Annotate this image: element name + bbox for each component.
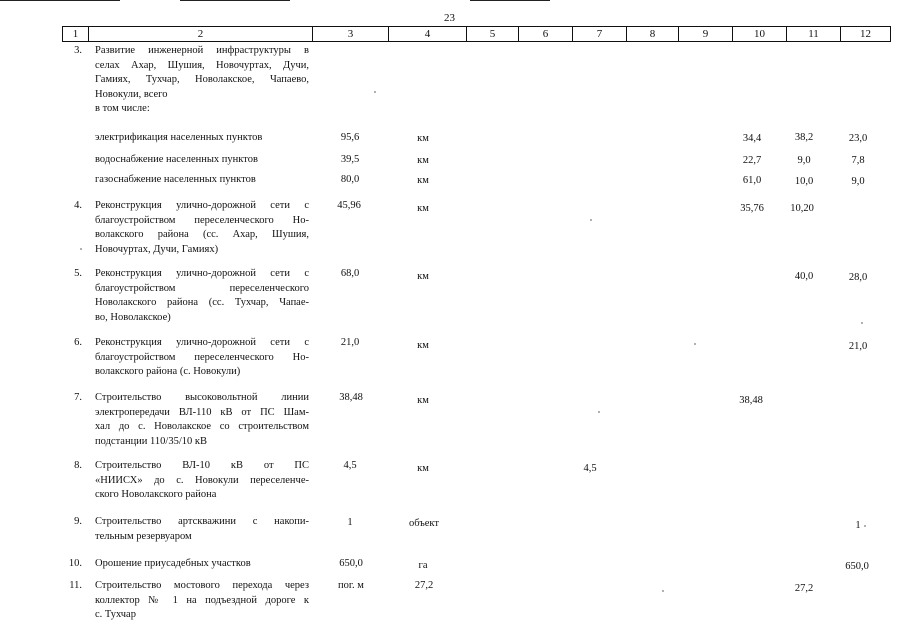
col-header-9: 9 bbox=[679, 27, 733, 42]
col-header-10: 10 bbox=[733, 27, 787, 42]
row-8-col7: 4,5 bbox=[583, 463, 597, 474]
col-header-12: 12 bbox=[841, 27, 891, 42]
row-9-line-2: тельным резервуаром bbox=[95, 530, 192, 542]
row-4-number: 4. bbox=[74, 200, 82, 211]
row-3-sub-3-col12: 9,0 bbox=[851, 176, 865, 187]
row-11-line-1: Строительство мостового перехода через bbox=[95, 580, 309, 591]
row-6-line-3: волакского района (с. Новокули) bbox=[95, 366, 241, 378]
row-10-col4: га bbox=[418, 560, 428, 571]
row-8-col4: км bbox=[417, 463, 429, 474]
col-header-7: 7 bbox=[573, 27, 627, 42]
row-5-number: 5. bbox=[74, 268, 82, 279]
col-header-4: 4 bbox=[389, 27, 467, 42]
scan-speck bbox=[864, 525, 866, 527]
row-3-sub-3-col10: 61,0 bbox=[742, 175, 762, 186]
row-3-line-2: селах Ахар, Шушия, Новочуртах, Дучи, bbox=[95, 59, 309, 71]
row-5-line-4: во, Новолакское) bbox=[95, 311, 171, 323]
row-5-col12: 28,0 bbox=[848, 272, 868, 283]
row-5-col11: 40,0 bbox=[794, 271, 814, 282]
row-11-number: 11. bbox=[69, 580, 82, 591]
row-3-sub-3-col3: 80,0 bbox=[340, 174, 360, 185]
row-6-col4: км bbox=[417, 340, 429, 351]
row-9-line-1: Строительство артскважини с накопи- bbox=[95, 516, 309, 527]
row-10-col3: 650,0 bbox=[339, 558, 363, 569]
row-5-line-1: Реконструкция улично-дорожной сети с bbox=[95, 268, 309, 279]
row-7-line-1: Строительство высоковольтной линии bbox=[95, 392, 309, 403]
row-3-sub-1-col10: 34,4 bbox=[742, 133, 762, 144]
row-11-col3: пог. м bbox=[338, 580, 364, 591]
row-3-number: 3. bbox=[74, 45, 82, 56]
row-5-line-3: Новолакского района (сс. Тухчар, Чапае- bbox=[95, 297, 309, 309]
row-3-sub-2-col3: 39,5 bbox=[340, 154, 360, 165]
row-6-description bbox=[95, 336, 309, 380]
row-4-col11: 10,20 bbox=[790, 203, 814, 214]
row-3-sub-1-col4: км bbox=[417, 133, 429, 144]
row-4-col10: 35,76 bbox=[740, 203, 764, 214]
row-4-col4: км bbox=[417, 203, 429, 214]
row-3-sub-2-col12: 7,8 bbox=[851, 155, 865, 166]
row-3-line-5: в том числе: bbox=[95, 103, 150, 115]
top-rule-mid bbox=[180, 0, 290, 1]
row-9-number: 9. bbox=[74, 516, 82, 527]
row-7-line-4: подстанции 110/35/10 кВ bbox=[95, 435, 207, 447]
row-9-col12: 1 bbox=[855, 520, 861, 531]
row-3-line-4: Новокули, всего bbox=[95, 88, 168, 100]
row-5-col3: 68,0 bbox=[340, 268, 360, 279]
row-7-number: 7. bbox=[74, 392, 82, 403]
row-10-col12: 650,0 bbox=[845, 561, 869, 572]
scan-speck bbox=[694, 343, 696, 345]
row-11-line-3: с. Тухчар bbox=[95, 609, 136, 621]
row-9-description bbox=[95, 515, 309, 544]
col-header-11: 11 bbox=[787, 27, 841, 42]
row-3-sub-1-label: электрификация населенных пунктов bbox=[95, 132, 263, 143]
row-3-sub-3-col4: км bbox=[417, 175, 429, 186]
row-7-line-3: хал до с. Новолакское со строительством bbox=[95, 421, 309, 433]
row-7-line-2: электропередачи ВЛ-110 кВ от ПС Шам- bbox=[95, 406, 309, 418]
row-6-line-2: благоустройством переселенческого Но- bbox=[95, 351, 309, 363]
row-7-col10: 38,48 bbox=[739, 395, 763, 406]
scan-speck bbox=[598, 411, 600, 413]
row-3-sub-3-label: газоснабжение населенных пунктов bbox=[95, 174, 256, 185]
row-6-line-1: Реконструкция улично-дорожной сети с bbox=[95, 337, 309, 348]
row-7-description bbox=[95, 391, 309, 449]
row-6-col12: 21,0 bbox=[848, 341, 868, 352]
col-header-5: 5 bbox=[467, 27, 519, 42]
row-3-sub-2-label: водоснабжение населенных пунктов bbox=[95, 154, 258, 165]
row-4-description bbox=[95, 199, 309, 257]
row-9-col4: объект bbox=[409, 518, 439, 529]
row-4-col3: 45,96 bbox=[337, 200, 361, 211]
col-header-3: 3 bbox=[313, 27, 389, 42]
row-6-number: 6. bbox=[74, 337, 82, 348]
col-header-6: 6 bbox=[519, 27, 573, 42]
row-3-description bbox=[95, 44, 309, 117]
row-3-sub-1-col3: 95,6 bbox=[340, 132, 360, 143]
scan-speck bbox=[861, 322, 863, 324]
row-8-line-3: ского Новолакского района bbox=[95, 489, 217, 501]
row-8-line-2: «НИИСХ» до с. Новокули переселенче- bbox=[95, 474, 309, 486]
row-3-sub-2-col10: 22,7 bbox=[742, 155, 762, 166]
top-rule-right bbox=[470, 0, 550, 1]
top-rule-left bbox=[0, 0, 120, 1]
scan-speck bbox=[662, 590, 664, 592]
row-4-line-3: волакского района (сс. Ахар, Шушия, bbox=[95, 229, 309, 241]
row-9-col3: 1 bbox=[347, 517, 353, 528]
col-header-2: 2 bbox=[89, 27, 313, 42]
row-4-line-4: Новочуртах, Дучи, Гамиях) bbox=[95, 243, 219, 255]
row-8-number: 8. bbox=[74, 460, 82, 471]
col-header-1: 1 bbox=[63, 27, 89, 42]
row-7-col4: км bbox=[417, 395, 429, 406]
column-number-header bbox=[62, 26, 891, 42]
row-11-line-2: коллектор № 1 на подъездной дороге к bbox=[95, 594, 309, 606]
row-3-sub-1-col11: 38,2 bbox=[794, 132, 814, 143]
scan-speck bbox=[374, 91, 376, 93]
row-7-col3: 38,48 bbox=[339, 392, 363, 403]
row-3-sub-2-col11: 9,0 bbox=[797, 155, 811, 166]
row-11-col11: 27,2 bbox=[794, 583, 814, 594]
row-3-sub-2-col4: км bbox=[417, 155, 429, 166]
row-3-sub-1-col12: 23,0 bbox=[848, 133, 868, 144]
row-3-sub-3-col11: 10,0 bbox=[794, 176, 814, 187]
row-11-col4: 27,2 bbox=[414, 580, 434, 591]
row-8-col3: 4,5 bbox=[343, 460, 357, 471]
page-number: 23 bbox=[444, 12, 455, 24]
row-5-description bbox=[95, 267, 309, 325]
row-3-line-1: Развитие инженерной инфраструктуры в bbox=[95, 45, 309, 56]
scan-speck bbox=[590, 219, 592, 221]
row-3-line-3: Гамиях, Тухчар, Новолакское, Чапаево, bbox=[95, 74, 309, 86]
row-6-col3: 21,0 bbox=[340, 337, 360, 348]
row-11-description bbox=[95, 579, 309, 623]
row-4-line-1: Реконструкция улично-дорожной сети с bbox=[95, 200, 309, 211]
row-5-line-2: благоустройством переселенческого bbox=[95, 282, 309, 294]
col-header-8: 8 bbox=[627, 27, 679, 42]
row-5-col4: км bbox=[417, 271, 429, 282]
row-8-description bbox=[95, 459, 309, 503]
scan-speck bbox=[80, 248, 82, 250]
row-8-line-1: Строительство ВЛ-10 кВ от ПС bbox=[95, 460, 309, 471]
row-10-number: 10. bbox=[68, 558, 82, 569]
row-4-line-2: благоустройством переселенческого Но- bbox=[95, 214, 309, 226]
row-10-description: Орошение приусадебных участков bbox=[95, 558, 251, 569]
